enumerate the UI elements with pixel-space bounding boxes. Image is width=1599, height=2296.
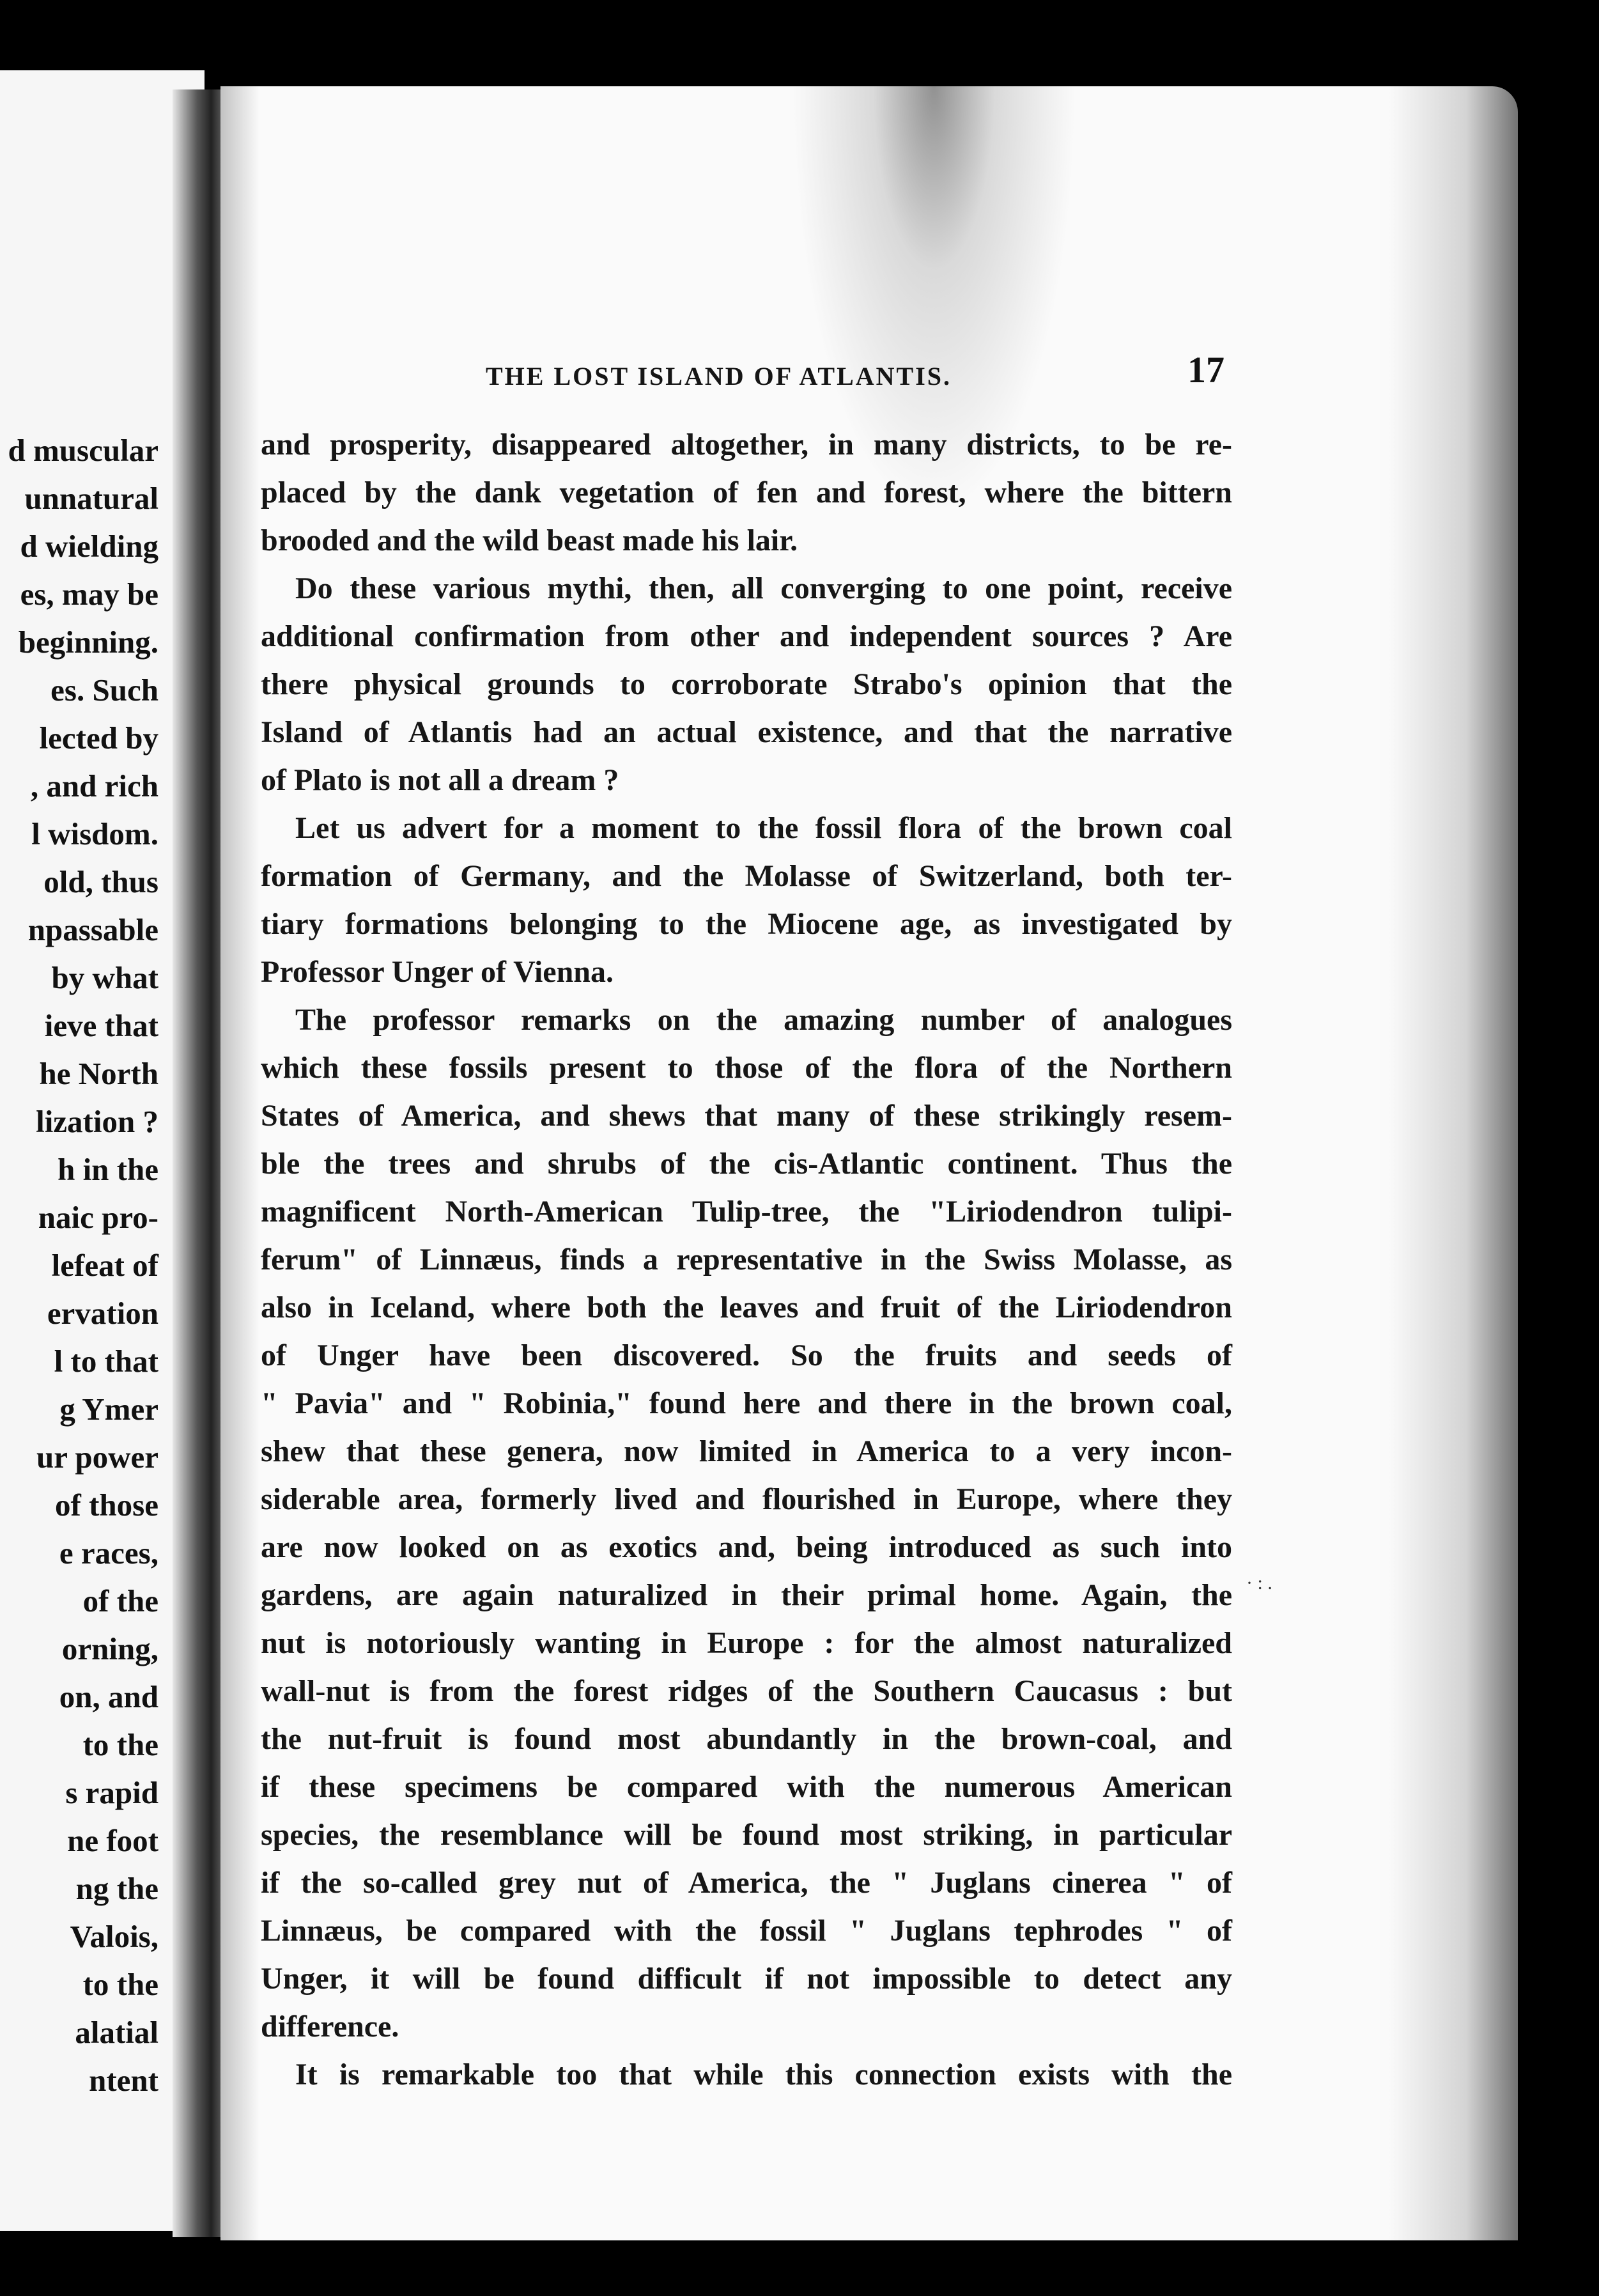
body-text-line: brooded and the wild beast made his lair.	[261, 524, 798, 557]
left-page-text-fragment: ervation	[47, 1296, 158, 1331]
body-text-line: Professor Unger of Vienna.	[261, 955, 614, 989]
left-page-text-fragment: d wielding	[20, 529, 158, 564]
left-page-text-fragment: es. Such	[50, 672, 158, 708]
left-page-text-fragment: orning,	[61, 1631, 158, 1666]
body-text-line: The professor remarks on the amazing number of analogues	[295, 1003, 1232, 1037]
body-text-line: ble the trees and shrubs of the cis-Atlantic continent. Thus the	[261, 1147, 1232, 1181]
left-page-text-fragment: of those	[55, 1487, 158, 1523]
left-page-text-fragment: npassable	[27, 912, 158, 947]
body-text-line: which these fossils present to those of the flora of the Northern	[261, 1051, 1232, 1085]
body-text-line: Let us advert for a moment to the fossil flora of the brown coal	[295, 811, 1232, 845]
left-page-text-fragment: s rapid	[65, 1775, 158, 1810]
left-page-text-fragment: Valois,	[70, 1919, 158, 1954]
body-text-line: ferum" of Linnæus, finds a representative in the Swiss Molasse, as	[261, 1243, 1232, 1276]
body-text-line: placed by the dank vegetation of fen and forest, where the bittern	[261, 476, 1232, 509]
left-page-text-fragment: naic pro-	[38, 1200, 158, 1235]
left-page-text-fragment: ieve that	[44, 1008, 158, 1043]
left-page-text-fragment: d muscular	[8, 433, 158, 468]
body-text-line: Do these various mythi, then, all converging to one point, receive	[295, 571, 1232, 605]
left-page-text-fragment: lefeat of	[51, 1248, 158, 1283]
body-text-line: formation of Germany, and the Molasse of Switzerland, both ter-	[261, 859, 1232, 893]
left-page-text-fragment: lization ?	[36, 1104, 158, 1139]
left-page-text-fragment: l wisdom.	[31, 816, 158, 851]
body-text-line: gardens, are again naturalized in their primal home. Again, the	[261, 1578, 1232, 1612]
body-text-line: magnificent North-American Tulip-tree, the "Liriodendron tulipi-	[261, 1195, 1232, 1229]
left-page-text-fragment: he North	[39, 1056, 158, 1091]
left-page-text-fragment: g Ymer	[59, 1392, 158, 1427]
body-text-line: the nut-fruit is found most abundantly in the brown-coal, and	[261, 1722, 1232, 1756]
body-text-line: of Plato is not all a dream ?	[261, 763, 619, 797]
body-text-line: are now looked on as exotics and, being introduced as such into	[261, 1530, 1232, 1564]
left-page-text-fragment: unnatural	[24, 481, 158, 516]
body-text-line: Linnæus, be compared with the fossil " Juglans tephrodes " of	[261, 1914, 1232, 1948]
body-text-line: there physical grounds to corroborate Strabo's opinion that the	[261, 667, 1232, 701]
body-text-line: species, the resemblance will be found most striking, in particular	[261, 1818, 1232, 1852]
body-text-line: wall-nut is from the forest ridges of the Southern Caucasus : but	[261, 1674, 1232, 1708]
body-text-line: Island of Atlantis had an actual existence, and that the narrative	[261, 715, 1232, 749]
left-page-text-fragment: by what	[51, 960, 158, 995]
running-head: THE LOST ISLAND OF ATLANTIS.	[486, 362, 952, 391]
left-page-text-fragment: lected by	[39, 720, 158, 756]
body-text-line: " Pavia" and " Robinia," found here and there in the brown coal,	[261, 1386, 1232, 1420]
left-page-text-fragment: ur power	[36, 1439, 158, 1475]
left-page-text-fragment: beginning.	[18, 624, 158, 660]
left-page-text-fragment: , and rich	[30, 768, 158, 803]
left-page-text-fragment: l to that	[54, 1344, 158, 1379]
body-text-line: if the so-called grey nut of America, the " Juglans cinerea " of	[261, 1866, 1232, 1900]
ink-speck-mark: · : .	[1246, 1572, 1272, 1594]
body-text-line: and prosperity, disappeared altogether, in many districts, to be re-	[261, 428, 1232, 462]
body-text-line: if these specimens be compared with the numerous American	[261, 1770, 1232, 1804]
body-text-line: of Unger have been discovered. So the fruits and seeds of	[261, 1338, 1232, 1372]
left-page-text-fragment: ntent	[89, 2063, 158, 2098]
left-page-text-fragment: alatial	[75, 2015, 158, 2050]
left-page-text-fragment: ne foot	[67, 1823, 158, 1858]
body-text-line: difference.	[261, 2010, 399, 2044]
left-page-text-fragment: old, thus	[43, 864, 158, 899]
body-text-line: nut is notoriously wanting in Europe : for the almost naturalized	[261, 1626, 1232, 1660]
body-text-line: tiary formations belonging to the Miocene age, as investigated by	[261, 907, 1232, 941]
left-page-text-fragment: h in the	[58, 1152, 158, 1187]
body-text-line: States of America, and shews that many of these strikingly resem-	[261, 1099, 1232, 1133]
left-page-text-fragment: to the	[82, 1967, 158, 2002]
body-text-line: Unger, it will be found difficult if not impossible to detect any	[261, 1962, 1232, 1996]
body-text-line: also in Iceland, where both the leaves and fruit of the Liriodendron	[261, 1291, 1232, 1324]
left-page-text-fragment: to the	[82, 1727, 158, 1762]
left-page-text-fragment: of the	[82, 1583, 158, 1618]
body-text-line: siderable area, formerly lived and flourished in Europe, where they	[261, 1482, 1232, 1516]
body-text-line: It is remarkable too that while this connection exists with the	[295, 2058, 1232, 2091]
left-page-text-fragment: ng the	[75, 1871, 158, 1906]
left-page-text-fragment: on, and	[59, 1679, 158, 1714]
body-text-line: additional confirmation from other and independent sources ? Are	[261, 619, 1232, 653]
left-page-text-fragment: e races,	[59, 1535, 158, 1571]
body-text-line: shew that these genera, now limited in America to a very incon-	[261, 1434, 1232, 1468]
page-number: 17	[1187, 349, 1224, 391]
left-page-text-fragment: es, may be	[20, 577, 158, 612]
